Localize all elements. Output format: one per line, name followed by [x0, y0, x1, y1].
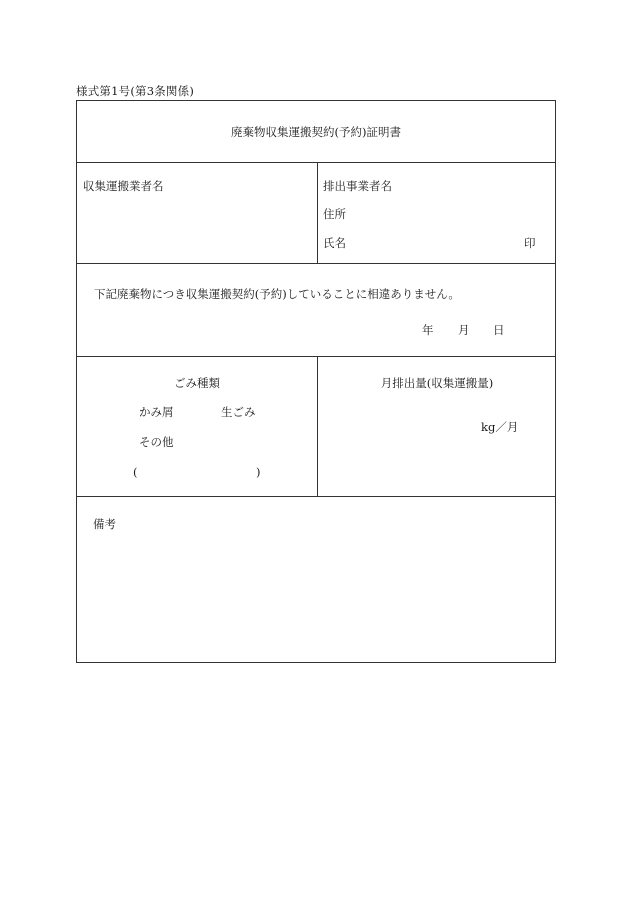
waste-type-heading: ごみ種類: [174, 376, 220, 390]
address-label: 住所: [323, 207, 346, 221]
parties-row: [77, 163, 555, 264]
parties-divider: [317, 163, 318, 263]
date-year-label: 年: [422, 323, 434, 337]
date-month-label: 月: [458, 323, 470, 337]
waste-other-label: その他: [139, 435, 174, 449]
form-number: 様式第1号(第3条関係): [76, 84, 195, 98]
certificate-form: [76, 100, 556, 663]
title-row: [77, 101, 555, 163]
collector-label: 収集運搬業者名: [83, 179, 164, 193]
name-label: 氏名: [323, 236, 346, 250]
waste-paper-label: かみ屑: [139, 405, 174, 419]
discharger-label: 排出事業者名: [323, 179, 392, 193]
waste-raw-label: 生ごみ: [221, 405, 256, 419]
certification-row: [77, 264, 555, 357]
seal-mark: 印: [524, 236, 536, 250]
date-day-label: 日: [493, 323, 505, 337]
certification-statement: 下記廃棄物につき収集運搬契約(予約)していることに相違ありません。: [94, 287, 460, 301]
monthly-amount-heading: 月排出量(収集運搬量): [380, 376, 494, 390]
waste-row: [77, 357, 555, 497]
other-paren-open: (: [133, 465, 138, 479]
form-title: 廃棄物収集運搬契約(予約)証明書: [231, 125, 401, 139]
remarks-row: [77, 497, 555, 664]
other-paren-close: ): [256, 465, 261, 479]
monthly-amount-unit: kg／月: [481, 420, 519, 434]
remarks-label: 備考: [93, 517, 116, 531]
